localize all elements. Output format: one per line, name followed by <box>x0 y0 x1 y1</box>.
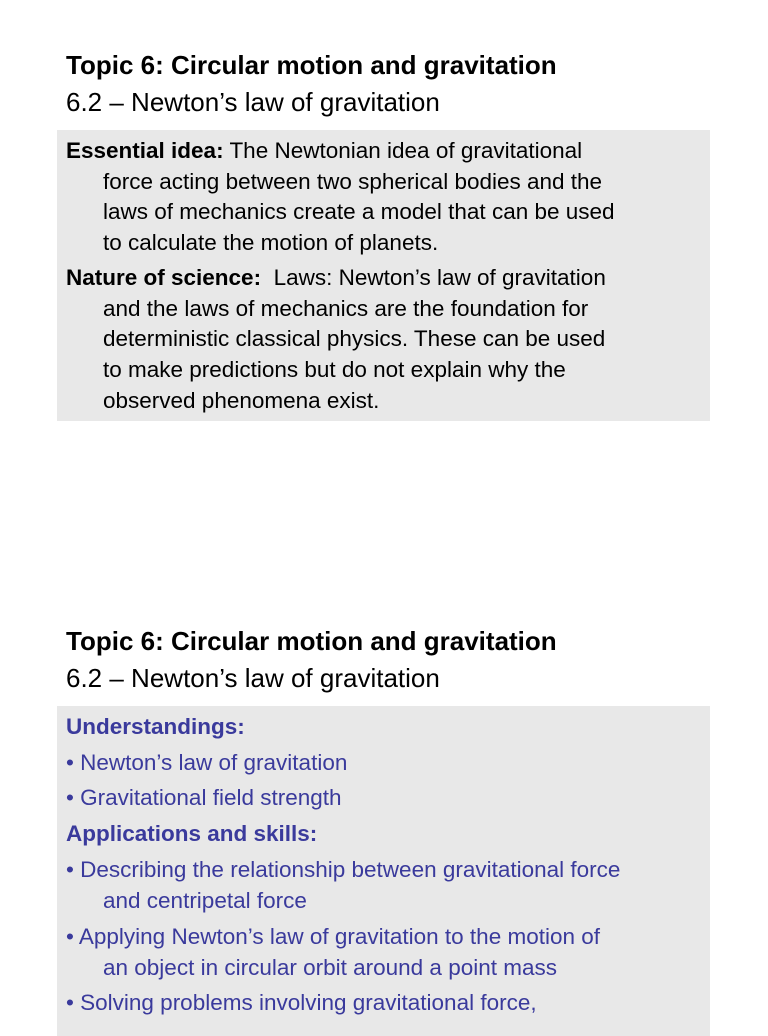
understandings-box <box>57 706 710 1036</box>
list-item <box>66 783 706 814</box>
essential-idea-label: Essential idea: <box>66 138 224 163</box>
list-item-text: • Applying Newton’s law of gravitation to the motion of <box>66 924 601 949</box>
list-item-text: • Gravitational field strength <box>66 785 342 810</box>
list-item-text: • Solving problems involving gravitational force, <box>66 990 537 1015</box>
slide-subtitle: 6.2 – Newton’s law of gravitation <box>66 663 440 693</box>
applications-heading: Applications and skills: <box>66 821 318 846</box>
slide-title: Topic 6: Circular motion and gravitation <box>66 50 557 80</box>
list-item-text: • Describing the relationship between gravitational force <box>66 857 621 882</box>
understandings-heading: Understandings: <box>66 714 245 739</box>
slide-title: Topic 6: Circular motion and gravitation <box>66 626 557 656</box>
list-item <box>66 988 706 1019</box>
list-item <box>66 748 706 779</box>
nature-of-science-line: observed phenomena exist. <box>103 387 380 413</box>
nature-of-science-label: Nature of science: <box>66 265 262 290</box>
nature-of-science <box>66 263 706 417</box>
list-item-text: an object in circular orbit around a point mass <box>103 954 557 980</box>
essential-idea-box <box>57 130 710 421</box>
nature-of-science-line: Laws: Newton’s law of gravitation <box>273 265 606 290</box>
essential-idea-line: The Newtonian idea of gravitational <box>229 138 583 163</box>
list-item-text: • Newton’s law of gravitation <box>66 750 348 775</box>
list-item <box>66 855 706 916</box>
essential-idea-line: force acting between two spherical bodies and the <box>103 168 603 194</box>
list-item <box>66 922 706 983</box>
nature-of-science-line: to make predictions but do not explain why the <box>103 357 566 383</box>
slide-subtitle: 6.2 – Newton’s law of gravitation <box>66 87 440 117</box>
essential-idea-line: laws of mechanics create a model that can be used <box>103 199 615 225</box>
essential-idea-line: to calculate the motion of planets. <box>103 230 439 256</box>
list-item-text: and centripetal force <box>103 887 307 913</box>
essential-idea <box>66 136 706 259</box>
nature-of-science-line: and the laws of mechanics are the foundation for <box>103 295 589 321</box>
nature-of-science-line: deterministic classical physics. These can be used <box>103 326 606 352</box>
